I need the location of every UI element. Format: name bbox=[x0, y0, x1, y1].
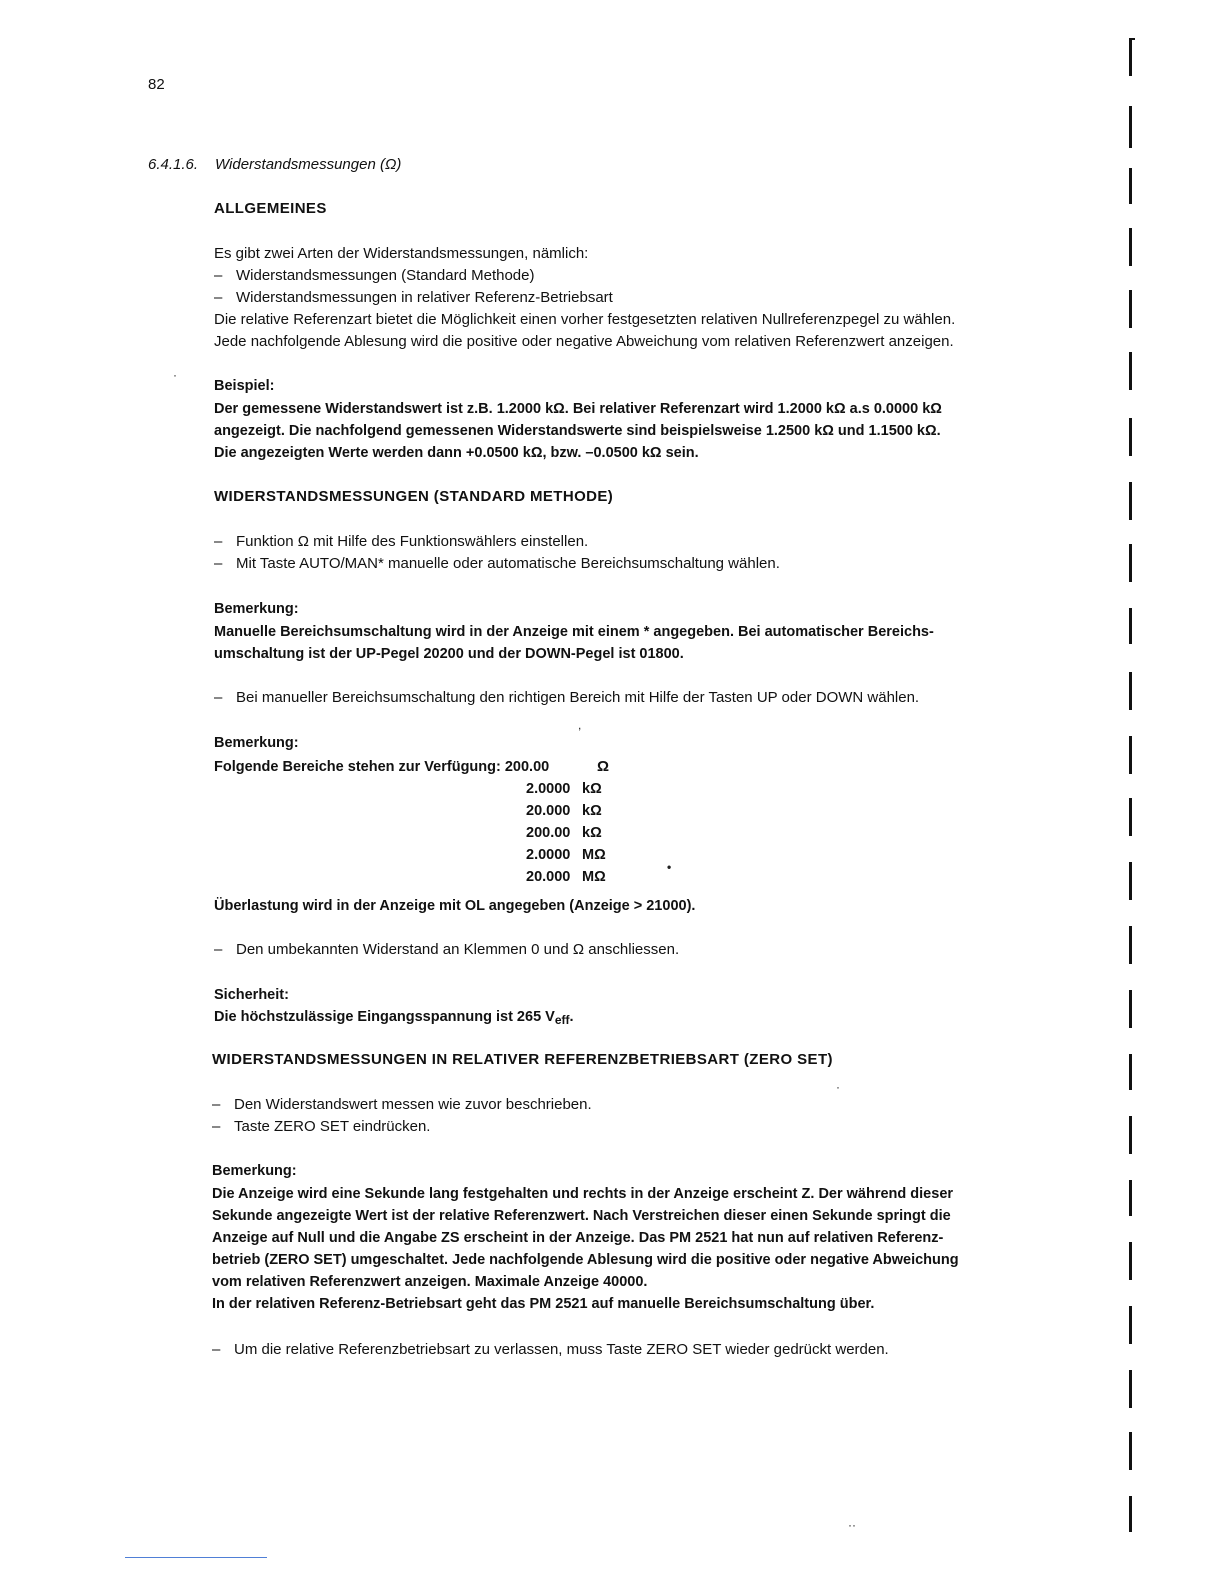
edge-mark bbox=[1129, 228, 1132, 266]
scan-speck: ·· bbox=[848, 1518, 856, 1532]
edge-mark bbox=[1129, 1496, 1132, 1532]
edge-mark bbox=[1129, 608, 1132, 644]
paragraph-line: Der gemessene Widerstandswert ist z.B. 1.2000 kΩ. Bei relativer Referenzart wird 1.2000 kΩ a.s 0.0000 kΩ bbox=[214, 401, 942, 417]
edge-mark bbox=[1129, 1306, 1132, 1344]
note1-text bbox=[214, 621, 1114, 665]
scan-speck: · bbox=[836, 1080, 840, 1094]
range-row: 2.0000 kΩ bbox=[526, 781, 602, 797]
edge-mark bbox=[1129, 482, 1132, 520]
list-item: – Um die relative Referenzbetriebsart zu verlassen, muss Taste ZERO SET wieder gedrückt werden. bbox=[212, 1341, 889, 1358]
edge-mark bbox=[1129, 926, 1132, 964]
list-item: – Taste ZERO SET eindrücken. bbox=[212, 1118, 431, 1135]
edge-mark bbox=[1129, 1116, 1132, 1154]
footer-rule bbox=[125, 1557, 267, 1558]
scan-speck: · bbox=[173, 368, 177, 382]
paragraph-line: Die Anzeige wird eine Sekunde lang festgehalten und rechts in der Anzeige erscheint Z. Der während dieser bbox=[212, 1186, 954, 1202]
range-row: 2.0000 MΩ bbox=[526, 847, 606, 863]
paragraph-line: umschaltung ist der UP-Pegel 20200 und der DOWN-Pegel ist 01800. bbox=[214, 646, 684, 662]
section-heading bbox=[148, 154, 401, 176]
range-row: 200.00 kΩ bbox=[526, 825, 602, 841]
paragraph-line: Die relative Referenzart bietet die Möglichkeit einen vorher festgesetzten relativen Nullreferenzpegel zu wählen. bbox=[214, 311, 956, 328]
section-title: Widerstandsmessungen (Ω) bbox=[215, 156, 402, 173]
note2-label: Bemerkung: bbox=[214, 735, 299, 751]
allgemeines-heading: ALLGEMEINES bbox=[214, 200, 327, 217]
range-list bbox=[526, 778, 646, 888]
paragraph-line: Die angezeigten Werte werden dann +0.0500 kΩ, bzw. –0.0500 kΩ sein. bbox=[214, 445, 699, 461]
paragraph-line: Manuelle Bereichsumschaltung wird in der Anzeige mit einem * angegeben. Bei automatischer Bereichs- bbox=[214, 624, 934, 640]
list-item: – Bei manueller Bereichsumschaltung den richtigen Bereich mit Hilfe der Tasten UP oder DOWN wählen. bbox=[214, 689, 920, 706]
first-range-unit: Ω bbox=[597, 758, 610, 775]
list-item: – Funktion Ω mit Hilfe des Funktionswählers einstellen. bbox=[214, 533, 589, 550]
overload-text: Überlastung wird in der Anzeige mit OL angegeben (Anzeige > 21000). bbox=[214, 898, 696, 914]
relative-heading: WIDERSTANDSMESSUNGEN IN RELATIVER REFERENZBETRIEBSART (ZERO SET) bbox=[212, 1051, 833, 1068]
edge-mark bbox=[1129, 1432, 1132, 1470]
standard-heading: WIDERSTANDSMESSUNGEN (STANDARD METHODE) bbox=[214, 488, 614, 505]
edge-mark bbox=[1129, 38, 1132, 76]
safety-text: Die höchstzulässige Eingangsspannung ist 265 $V_{eff}$. bbox=[214, 1009, 574, 1027]
section-number: 6.4.1.6. bbox=[148, 156, 199, 173]
scan-speck: • bbox=[667, 860, 672, 874]
list-item: – Den umbekannten Widerstand an Klemmen 0 und Ω anschliessen. bbox=[214, 941, 680, 958]
paragraph-line: In der relativen Referenz-Betriebsart geht das PM 2521 auf manuelle Bereichsumschaltung über. bbox=[212, 1296, 875, 1312]
relative-steps bbox=[212, 1094, 1112, 1138]
list-item: – Den Widerstandswert messen wie zuvor beschrieben. bbox=[212, 1096, 592, 1113]
beispiel-label: Beispiel: bbox=[214, 378, 275, 394]
paragraph-line: Jede nachfolgende Ablesung wird die positive oder negative Abweichung vom relativen Referenzwert anzeigen. bbox=[214, 333, 954, 350]
standard-steps bbox=[214, 531, 1114, 575]
edge-mark bbox=[1129, 352, 1132, 390]
edge-mark bbox=[1129, 290, 1132, 328]
paragraph-line: angezeigt. Die nachfolgend gemessenen Widerstandswerte sind beispielsweise 1.2500 kΩ und 1.1500 kΩ. bbox=[214, 423, 941, 439]
edge-mark bbox=[1129, 736, 1132, 774]
range-row: 20.000 MΩ bbox=[526, 869, 606, 885]
list-item: – Mit Taste AUTO/MAN* manuelle oder automatische Bereichsumschaltung wählen. bbox=[214, 555, 780, 572]
list-item: – Widerstandsmessungen in relativer Referenz-Betriebsart bbox=[214, 289, 613, 306]
edge-mark bbox=[1129, 1054, 1132, 1090]
edge-mark bbox=[1129, 1242, 1132, 1280]
paragraph-line: Sekunde angezeigte Wert ist der relative Referenzwert. Nach Verstreichen dieser einen Sekunde springt die bbox=[212, 1208, 951, 1224]
scan-speck: , bbox=[578, 718, 582, 732]
edge-mark bbox=[1129, 544, 1132, 582]
edge-mark bbox=[1129, 38, 1135, 40]
allgemeines-text bbox=[214, 243, 1114, 353]
range-row: 20.000 kΩ bbox=[526, 803, 602, 819]
relative-note-label: Bemerkung: bbox=[212, 1163, 297, 1179]
edge-mark bbox=[1129, 672, 1132, 710]
paragraph-line: vom relativen Referenzwert anzeigen. Maximale Anzeige 40000. bbox=[212, 1274, 648, 1290]
intro-line: Es gibt zwei Arten der Widerstandsmessungen, nämlich: bbox=[214, 245, 589, 262]
relative-note-text bbox=[212, 1183, 1112, 1315]
paragraph-line: Anzeige auf Null und die Angabe ZS erscheint in der Anzeige. Das PM 2521 hat nun auf relativen Referenz- bbox=[212, 1230, 944, 1246]
safety-label: Sicherheit: bbox=[214, 987, 289, 1003]
edge-mark bbox=[1129, 990, 1132, 1028]
edge-mark bbox=[1129, 862, 1132, 900]
edge-mark bbox=[1129, 798, 1132, 836]
edge-mark bbox=[1129, 1370, 1132, 1408]
edge-mark bbox=[1129, 1180, 1132, 1216]
edge-mark bbox=[1129, 168, 1132, 204]
edge-mark bbox=[1129, 106, 1132, 148]
list-item: – Widerstandsmessungen (Standard Methode) bbox=[214, 267, 535, 284]
note1-label: Bemerkung: bbox=[214, 601, 299, 617]
ranges-intro: Folgende Bereiche stehen zur Verfügung: 200.00 bbox=[214, 759, 550, 775]
beispiel-text bbox=[214, 398, 1114, 464]
page-number: 82 bbox=[148, 76, 165, 93]
paragraph-line: betrieb (ZERO SET) umgeschaltet. Jede nachfolgende Ablesung wird die positive oder negative Abweichung bbox=[212, 1252, 959, 1268]
edge-mark bbox=[1129, 418, 1132, 456]
